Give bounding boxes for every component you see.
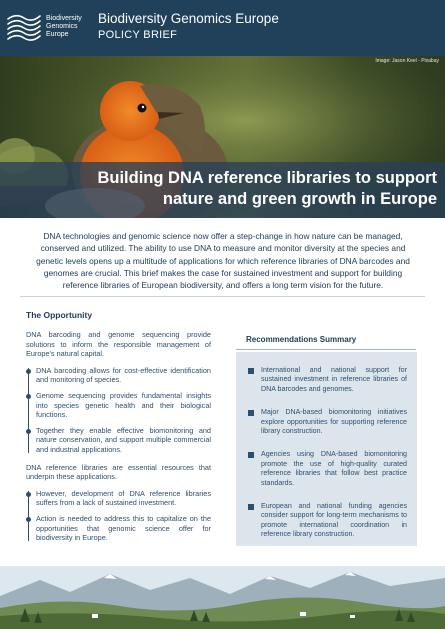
header-title: Biodiversity Genomics Europe bbox=[98, 11, 279, 26]
paragraph: DNA reference libraries are essential resources that underpin these applications. bbox=[26, 462, 211, 482]
section-divider bbox=[20, 296, 425, 297]
square-bullet-icon bbox=[248, 410, 254, 416]
hero-image bbox=[0, 56, 445, 218]
bullet-text: However, development of DNA reference libraries suffers from a lack of sustained investment. bbox=[36, 488, 211, 508]
bullet-dot-icon bbox=[26, 429, 31, 434]
section-heading: The Opportunity bbox=[26, 310, 93, 320]
bullet-dot-icon bbox=[26, 517, 31, 522]
logo-line: Genomics bbox=[46, 23, 78, 30]
bullet-item bbox=[36, 391, 211, 420]
recommendation-text: Agencies using DNA-based biomonitoring promote the use of high-quality curated reference libraries that follow best practice standards. bbox=[261, 450, 407, 487]
title-line: nature and green growth in Europe bbox=[162, 190, 437, 208]
bullet-rail bbox=[28, 368, 29, 453]
recommendation-item bbox=[248, 408, 407, 436]
logo-wordmark bbox=[46, 15, 82, 39]
bullet-rail bbox=[28, 491, 29, 541]
recommendations-box bbox=[236, 352, 417, 546]
header-bar bbox=[0, 0, 445, 56]
bullet-item bbox=[36, 489, 211, 508]
recommendation-text: Major DNA-based biomonitoring initiatives explore opportunities for supporting reference library construction. bbox=[261, 408, 407, 436]
recommendations-heading: Recommendations Summary bbox=[236, 330, 416, 350]
bullet-item bbox=[36, 366, 211, 385]
mountain-landscape bbox=[0, 566, 445, 629]
title-line: Building DNA reference libraries to support bbox=[97, 169, 437, 187]
recommendation-text: International and national support for sustained investment in reference libraries of DNA barcodes and genomes. bbox=[261, 366, 407, 393]
intro-paragraph: DNA technologies and genomic science now offer a step-change in how nature can be managed, conserved and utilized. The ability to use DNA to measure and monitor diversity at the species and genetic levels opens up a multitude of applications for which reference libraries of DNA barcodes and genomes are crucial. This brief makes the case for sustained investment and support for building reference libraries of European biodiversity, and offers a long term vision for the future. bbox=[36, 231, 410, 291]
recommendation-item bbox=[248, 450, 407, 488]
bullet-text: Genome sequencing provides fundamental insights into species genetic health and their biological functions. bbox=[36, 390, 211, 420]
bullet-list bbox=[26, 366, 211, 455]
page-title bbox=[97, 168, 437, 210]
image-credit: Image: Jason Keel - Pixabay bbox=[375, 58, 439, 64]
bullet-dot-icon bbox=[26, 492, 31, 497]
recommendation-item bbox=[248, 502, 407, 540]
logo-line: Biodiversity bbox=[46, 15, 82, 22]
landscape-footer-image bbox=[0, 566, 445, 629]
square-bullet-icon bbox=[248, 504, 254, 510]
bullet-text: Action is needed to address this to capitalize on the opportunities that genomic science offer for biodiversity in Europe. bbox=[36, 513, 211, 543]
header-subtitle: POLICY BRIEF bbox=[98, 29, 178, 41]
opportunity-section bbox=[26, 310, 211, 551]
logo-line: Europe bbox=[46, 31, 69, 38]
wave-logo-icon bbox=[6, 7, 42, 43]
square-bullet-icon bbox=[248, 368, 254, 374]
bge-logo bbox=[6, 7, 86, 49]
recommendation-text: European and national funding agencies consider support for long-term mechanisms to promote international coordination in reference library construction. bbox=[261, 502, 407, 539]
recommendation-item bbox=[248, 366, 407, 394]
bullet-item bbox=[36, 426, 211, 455]
square-bullet-icon bbox=[248, 452, 254, 458]
bullet-dot-icon bbox=[26, 394, 31, 399]
bullet-text: DNA barcoding allows for cost-effective identification and monitoring of species. bbox=[36, 365, 211, 385]
paragraph: DNA barcoding and genome sequencing provide solutions to inform the responsible management of Europe's natural capital. bbox=[26, 330, 211, 359]
bullet-item bbox=[36, 514, 211, 543]
bullet-list bbox=[26, 489, 211, 543]
bullet-text: Together they enable effective biomonitoring and nature conservation, and support multiple commercial and industrial applications. bbox=[36, 425, 211, 454]
bullet-dot-icon bbox=[26, 369, 31, 374]
